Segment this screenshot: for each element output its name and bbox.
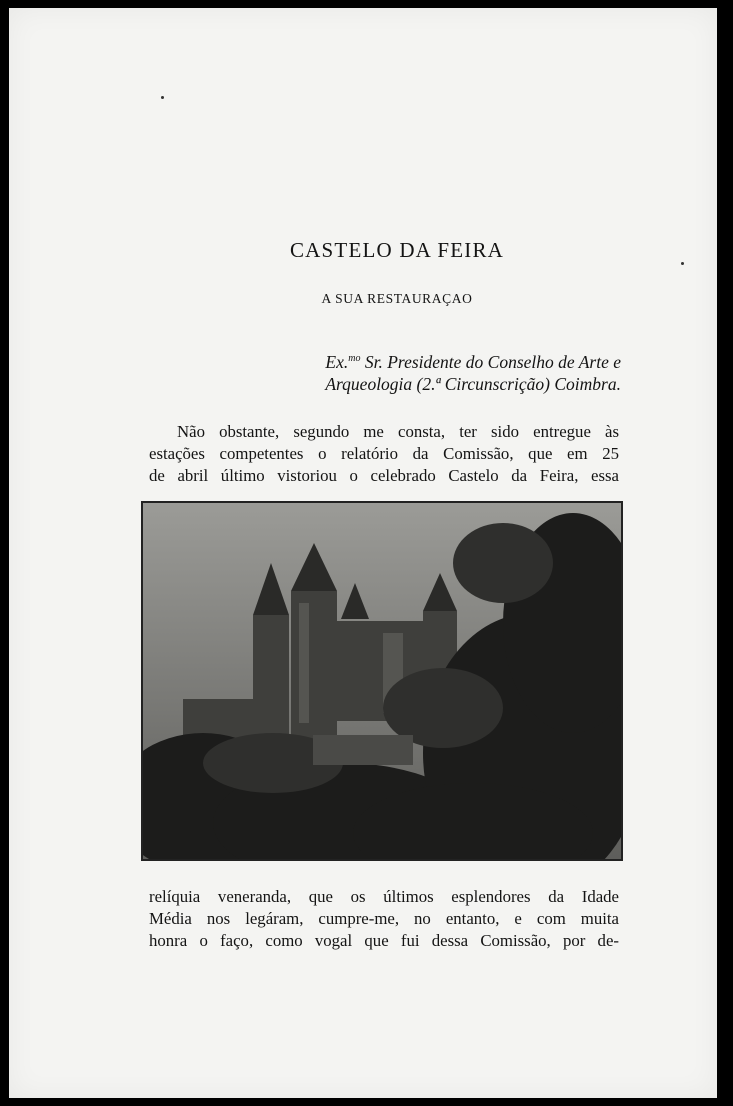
document-page [9,8,717,1098]
paragraph-1 [149,421,619,487]
paragraph-line: Não obstante, segundo me consta, ter sido entregue às [177,422,619,441]
paragraph-line: Média nos legáram, cumpre-me, no entanto, e com muita [149,909,619,928]
page-subtitle: A SUA RESTAURAÇAO [321,291,473,306]
addressee-line-1 [201,348,621,373]
addressee-line-2: Arqueologia (2.ª Circunscrição) Coimbra. [325,373,621,394]
paragraph-line: de abril último vistoriou o celebrado Castelo da Feira, essa [149,466,619,485]
addressee-superscript: mo [348,353,361,364]
addressee-block [201,348,621,395]
addressee-line-1-rest: Sr. Presidente do Conselho de Arte e [360,351,621,372]
paragraph-2 [149,886,619,952]
paragraph-line: estações competentes o relatório da Comissão, que em 25 [149,444,619,463]
speck [161,96,164,99]
castle-photo-illustration [143,503,621,859]
paragraph-line: relíquia veneranda, que os últimos esplendores da Idade [149,887,619,906]
castle-photograph [141,501,623,861]
page-title: CASTELO DA FEIRA [289,238,505,262]
paragraph-line: honra o faço, como vogal que fui dessa Comissão, por de- [149,931,619,950]
addressee-prefix: Ex. [325,351,349,372]
